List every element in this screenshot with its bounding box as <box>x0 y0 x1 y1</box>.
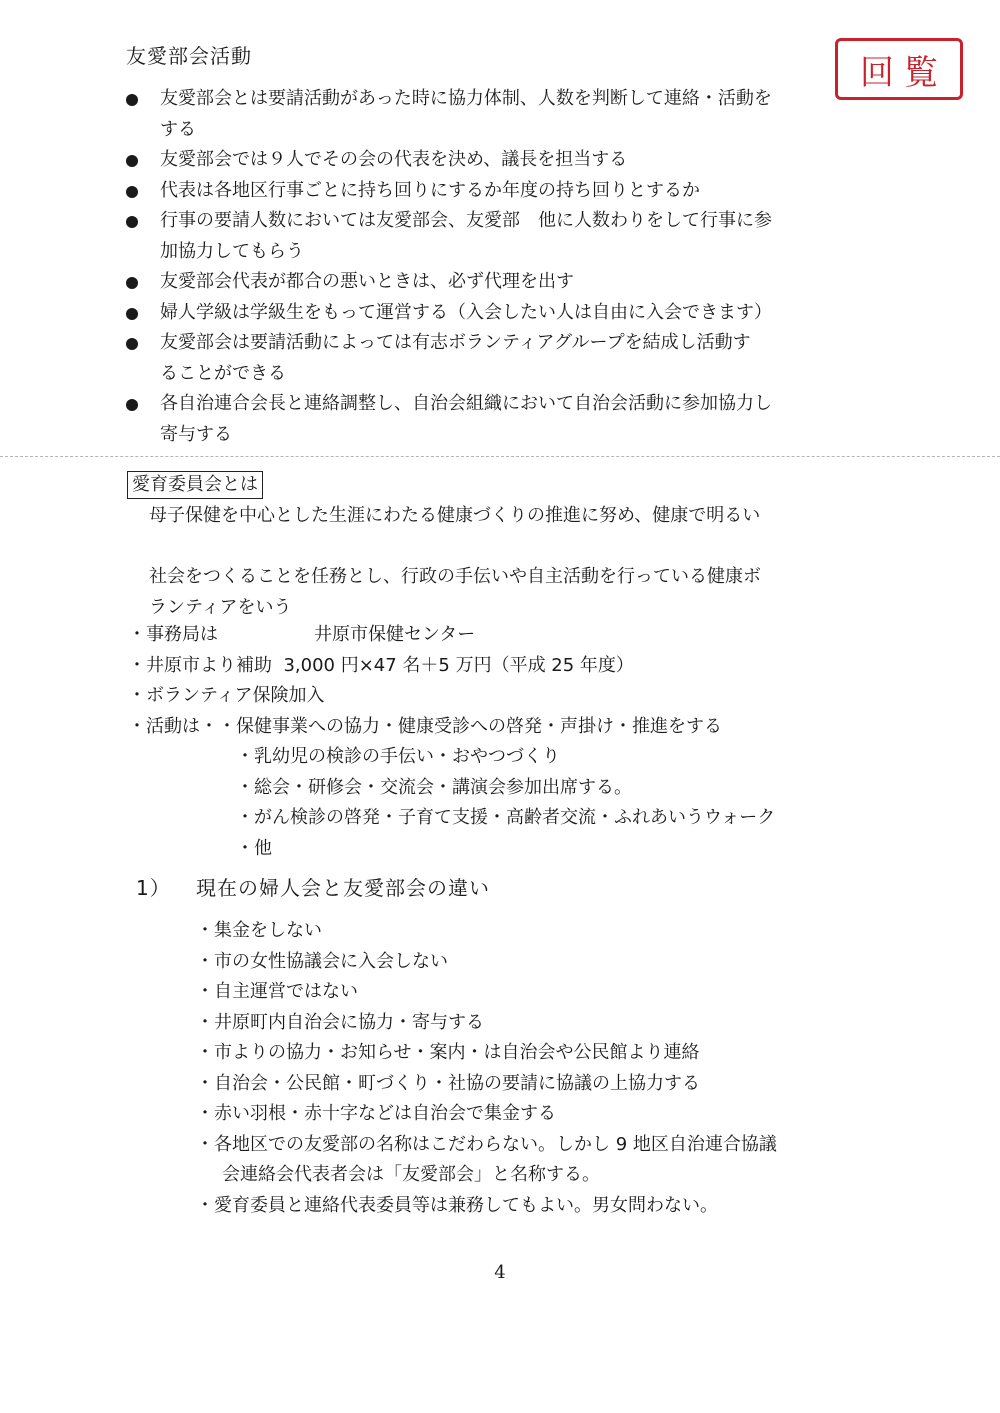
activity-row: ・活動は・・保健事業への協力・健康受診への啓発・声掛け・推進をする <box>128 715 722 737</box>
differences-heading <box>136 872 490 901</box>
bullet-dot-icon <box>126 216 138 228</box>
difference-item: ・市の女性協議会に入会しない <box>196 950 448 972</box>
bullet-dot-icon <box>126 338 138 350</box>
aiiku-boxed-title: 愛育委員会とは <box>127 471 263 499</box>
bullet-item: 行事の要請人数においては友愛部会、友愛部 他に人数わりをして行事に参 加協力してもらう <box>124 206 854 267</box>
heading-number: 1） <box>136 876 171 900</box>
activity-row: ・乳幼児の検診の手伝い・おやつづくり <box>236 746 560 767</box>
bullet-item: 友愛部会は要請活動によっては有志ボランティアグループを結成し活動す ることができる <box>124 328 854 389</box>
bullet-dot-icon <box>126 94 138 106</box>
difference-item: ・愛育委員と連絡代表委員等は兼務してもよい。男女問わない。 <box>196 1194 718 1216</box>
subsidy-row: ・井原市より補助 3,000 円×47 名＋5 万円（平成 25 年度） <box>128 654 634 676</box>
difference-item: ・自治会・公民館・町づくり・社協の要請に協議の上協力する <box>196 1072 700 1094</box>
bullet-dot-icon <box>126 399 138 411</box>
aiiku-description-continued: 社会をつくることを任務とし、行政の手伝いや自主活動を行っている健康ボ ランティアをいう <box>149 566 761 618</box>
bullet-dot-icon <box>126 277 138 289</box>
heading-text: 現在の婦人会と友愛部会の違い <box>196 876 490 900</box>
section-title: 友愛部会活動 <box>126 44 252 68</box>
insurance-row: ・ボランティア保険加入 <box>128 685 325 706</box>
difference-item: ・各地区での友愛部の名称はこだわらない。しかし 9 地区自治連合協議 会連絡会代表者会は「友愛部会」と名称する。 <box>196 1133 777 1185</box>
activity-row: ・がん検診の啓発・子育て支援・高齢者交流・ふれあいうウォーク <box>236 807 776 828</box>
differences-list <box>196 916 876 1221</box>
activity-row: ・総会・研修会・交流会・講演会参加出席する。 <box>236 776 632 798</box>
difference-item: ・市よりの協力・お知らせ・案内・は自治会や公民館より連絡 <box>196 1042 700 1063</box>
aiiku-info-list <box>128 620 868 864</box>
difference-item: ・集金をしない <box>196 920 322 941</box>
bullet-dot-icon <box>126 308 138 320</box>
activity-row: ・他 <box>236 837 272 859</box>
bullet-item: 友愛部会では９人でその会の代表を決め、議長を担当する <box>124 145 854 176</box>
circulation-stamp: 回覧 <box>835 38 963 100</box>
activity-bullet-list <box>124 84 854 450</box>
bullet-item: 友愛部会代表が都合の悪いときは、必ず代理を出す <box>124 267 854 298</box>
bullet-item: 友愛部会とは要請活動があった時に協力体制、人数を判断して連絡・活動を する <box>124 84 854 145</box>
dashed-divider <box>0 456 1000 457</box>
bullet-item: 婦人学級は学級生をもって運営する（入会したい人は自由に入会できます） <box>124 298 854 329</box>
office-row: ・事務局は 井原市保健センター <box>128 624 476 645</box>
bullet-item: 代表は各地区行事ごとに持ち回りにするか年度の持ち回りとするか <box>124 176 854 207</box>
aiiku-description-line1: 母子保健を中心とした生涯にわたる健康づくりの推進に努め、健康で明るい <box>149 505 761 526</box>
bullet-item: 各自治連合会長と連絡調整し、自治会組織において自治会活動に参加協力し 寄与する <box>124 389 854 450</box>
difference-item: ・赤い羽根・赤十字などは自治会で集金する <box>196 1103 556 1124</box>
page-number: 4 <box>494 1262 506 1283</box>
bullet-dot-icon <box>126 155 138 167</box>
difference-item: ・自主運営ではない <box>196 981 358 1002</box>
difference-item: ・井原町内自治会に協力・寄与する <box>196 1011 484 1033</box>
bullet-dot-icon <box>126 186 138 198</box>
